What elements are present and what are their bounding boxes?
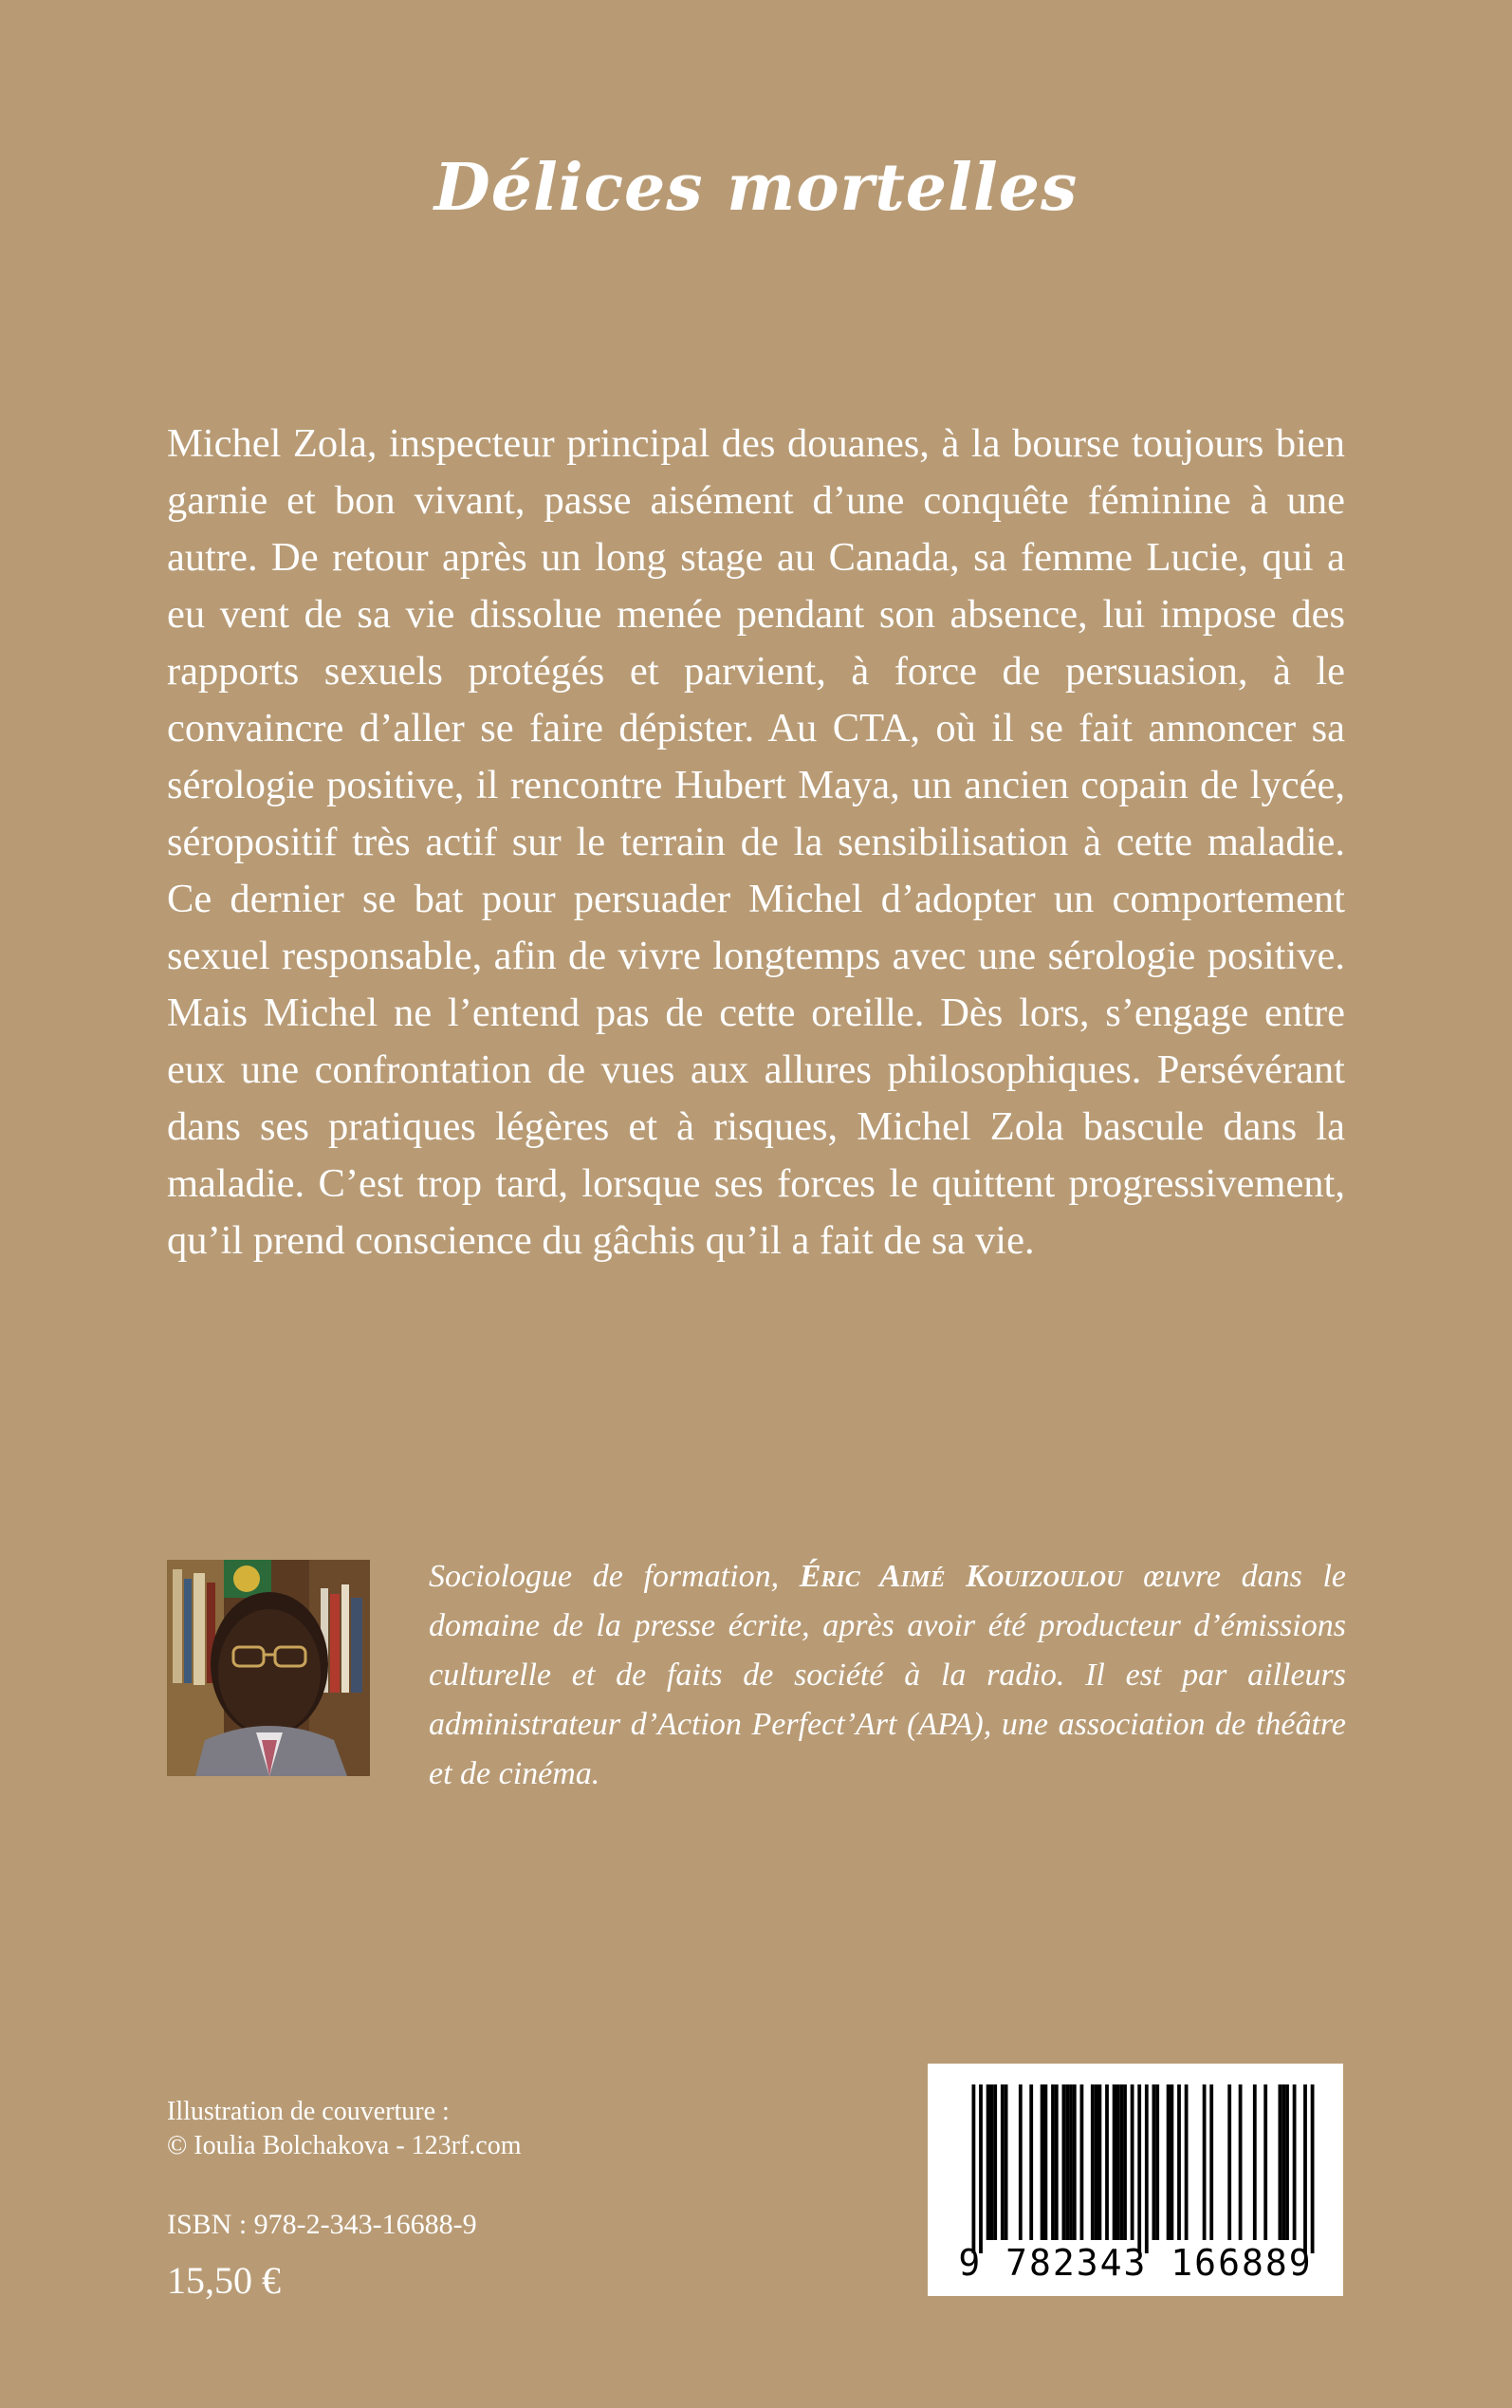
barcode-bar xyxy=(1303,2084,1307,2253)
barcode-bar xyxy=(1263,2084,1267,2240)
barcode-bar xyxy=(1171,2084,1174,2240)
barcode-bar xyxy=(1177,2084,1181,2240)
cover-credits xyxy=(167,2095,522,2163)
barcode-bar xyxy=(1062,2084,1066,2240)
barcode-bar xyxy=(1152,2084,1156,2240)
barcode-bar xyxy=(1105,2084,1109,2240)
barcode-bar xyxy=(1282,2084,1285,2240)
author-bio-text: œuvre dans le domaine de la presse écrite, après avoir été producteur d’émissions culturelle et de faits de société à la radio. Il est par ailleurs administrateur d’Action Perfect’Art (APA), une association de théâtre et de cinéma. xyxy=(429,1559,1346,1791)
illustration-credit: © Ioulia Bolchakova - 123rf.com xyxy=(167,2131,522,2160)
barcode xyxy=(928,2064,1343,2296)
barcode-bar xyxy=(1095,2084,1098,2240)
barcode-bar xyxy=(1279,2084,1282,2240)
barcode-bar xyxy=(1167,2084,1171,2240)
barcode-bar xyxy=(1185,2084,1189,2240)
barcode-bar xyxy=(1080,2084,1084,2240)
barcode-bar xyxy=(1044,2084,1048,2240)
barcode-bar xyxy=(1051,2084,1055,2240)
barcode-bar xyxy=(1311,2084,1315,2253)
barcode-bar xyxy=(1019,2084,1023,2240)
barcode-bar xyxy=(972,2084,976,2253)
barcode-bar xyxy=(1209,2084,1213,2240)
book-summary: Michel Zola, inspecteur principal des douanes, à la bourse toujours bien garnie et bon vivant, passe aisément d’une conquête féminine à une autre. De retour après un long stage au Canada, sa femme Lucie, qui a eu vent de sa vie dissolue menée pendant son absence, lui impose des rapports sexuels protégés et parvient, à force de persuasion, à le convaincre d’aller se faire dépister. Au CTA, où il se fait annoncer sa sérologie positive, il rencontre Hubert Maya, un ancien copain de lycée, séropositif très actif sur le terrain de la sensibilisation à cette maladie. Ce dernier se bat pour persuader Michel d’adopter un comportement sexuel responsable, afin de vivre longtemps avec une sérologie positive. Mais Michel ne l’entend pas de cette oreille. Dès lors, s’engage entre eux une confrontation de vues aux allures philosophiques. Persévérant dans ses pratiques légères et à risques, Michel Zola bascule dans la maladie. C’est trop tard, lorsque ses forces le quittent progressivement, qu’il prend conscience du gâchis qu’il a fait de sa vie. xyxy=(167,421,1345,1263)
author-name: Éric Aimé Kouizoulou xyxy=(799,1559,1123,1594)
barcode-bar xyxy=(1119,2084,1123,2240)
barcode-bar xyxy=(1005,2084,1008,2240)
price: 15,50 € xyxy=(167,2259,281,2302)
barcode-bar xyxy=(1091,2084,1095,2240)
barcode-bar xyxy=(1055,2084,1059,2240)
book-title: Délices mortelles xyxy=(433,150,1079,226)
barcode-bar xyxy=(1065,2084,1069,2240)
barcode-bar xyxy=(990,2084,994,2240)
barcode-bar xyxy=(1069,2084,1073,2240)
barcode-bar xyxy=(1293,2084,1297,2240)
barcode-bar xyxy=(1145,2084,1149,2253)
barcode-bar xyxy=(1098,2084,1102,2240)
barcode-bar xyxy=(1137,2084,1141,2253)
barcode-bar xyxy=(1227,2084,1231,2240)
barcode-bar xyxy=(1116,2084,1120,2240)
illustration-label: Illustration de couverture : xyxy=(167,2097,450,2126)
barcode-bar xyxy=(1131,2084,1134,2240)
author-bio xyxy=(429,1552,1346,1799)
isbn: ISBN : 978-2-343-16688-9 xyxy=(167,2209,477,2240)
author-bio-intro: Sociologue de formation, xyxy=(429,1559,800,1594)
barcode-bar xyxy=(986,2084,990,2240)
barcode-bar xyxy=(1239,2084,1243,2240)
barcode-bar xyxy=(1001,2084,1005,2240)
barcode-bar xyxy=(1113,2084,1116,2240)
barcode-bar xyxy=(1123,2084,1127,2240)
barcode-bar xyxy=(1203,2084,1207,2240)
barcode-bar xyxy=(1041,2084,1044,2240)
barcode-bar xyxy=(993,2084,997,2240)
author-photo xyxy=(167,1560,370,1776)
barcode-bar xyxy=(1155,2084,1159,2240)
barcode-bar xyxy=(1073,2084,1077,2240)
barcode-bar xyxy=(979,2084,983,2253)
barcode-bar xyxy=(1029,2084,1033,2240)
barcode-digits: 9 782343 166889 xyxy=(958,2242,1313,2284)
barcode-bar xyxy=(1253,2084,1257,2240)
barcode-bar xyxy=(1285,2084,1289,2240)
